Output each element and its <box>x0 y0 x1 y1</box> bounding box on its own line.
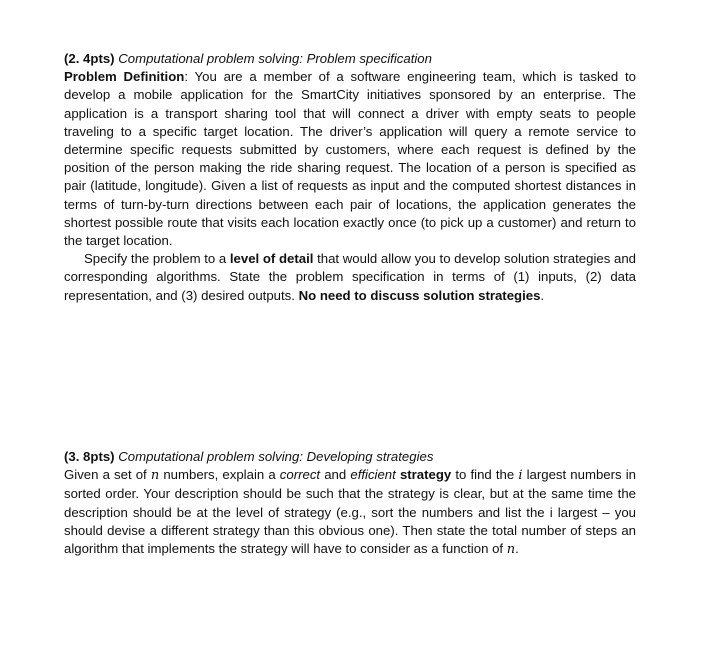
problem-definition-text: You are a member of a software engineering team, which is tasked to develop a mobile application for the SmartCity initiatives sponsored by an enterprise. The application is a transport sharing tool that will connect a driver with empty seats to people traveling to a specific target location. The driver’s application will query a remote service to determine specific requests submitted by customers, where each request is defined by the position of the person making the ride sharing request. The location of a person is specified as pair (latitude, longitude). Given a list of requests as input and the computed shortest distances in terms of turn-by-turn directions between each pair of locations, the application generates the shortest possible route that visits each location exactly once (to pick up a customer) and return to the target location. <box>64 69 636 249</box>
q3-text-3: and <box>320 467 351 483</box>
question-3-body <box>64 466 636 559</box>
problem-definition-label: Problem Definition <box>64 69 185 85</box>
q3-text-5: to find the <box>451 467 519 483</box>
task-bold-no-need: No need to discuss solution strategies <box>298 287 541 303</box>
task-text-end: . <box>540 287 545 303</box>
task-bold-level-of-detail: level of detail <box>229 251 314 267</box>
question-3-title: Computational problem solving: Developing strategies <box>118 449 434 464</box>
task-paragraph <box>64 250 636 305</box>
problem-definition-colon: : <box>184 69 189 85</box>
task-text-1: Specify the problem to a <box>84 251 230 267</box>
q3-efficient-italic: efficient <box>350 467 396 483</box>
q3-text-1: Given a set of <box>64 467 151 483</box>
question-2 <box>64 50 636 305</box>
question-2-points: (2. 4pts) <box>64 51 115 66</box>
q3-correct-italic: correct <box>279 467 321 483</box>
math-variable-i: i <box>518 468 523 484</box>
q3-strategy-bold: strategy <box>399 467 452 483</box>
question-3-heading <box>64 448 636 466</box>
question-2-title: Computational problem solving: Problem specification <box>118 51 432 66</box>
math-variable-n: n <box>150 468 160 484</box>
task-text-2: that would allow you to develop solution strategies and corresponding algorithms. State the problem specification in terms of (1) inputs, (2) data representation, and (3) desired outputs. <box>64 251 637 303</box>
question-3 <box>64 448 636 559</box>
math-variable-n-2: n <box>506 542 516 558</box>
question-3-points: (3. 8pts) <box>64 449 115 464</box>
q3-text-6: largest numbers in sorted order. Your description should be such that the strategy is clear, but at the same time the description should be at the level of strategy (e.g., sort the numbers and list the i largest – you should devise a different strategy than this obvious one). Then state the total number of steps an algorithm that implements the strategy will have to consider as a function of <box>64 467 636 557</box>
problem-definition-paragraph <box>64 68 636 250</box>
q3-text-7: . <box>515 541 519 557</box>
q3-text-2: numbers, explain a <box>159 467 280 483</box>
question-2-heading <box>64 50 636 68</box>
